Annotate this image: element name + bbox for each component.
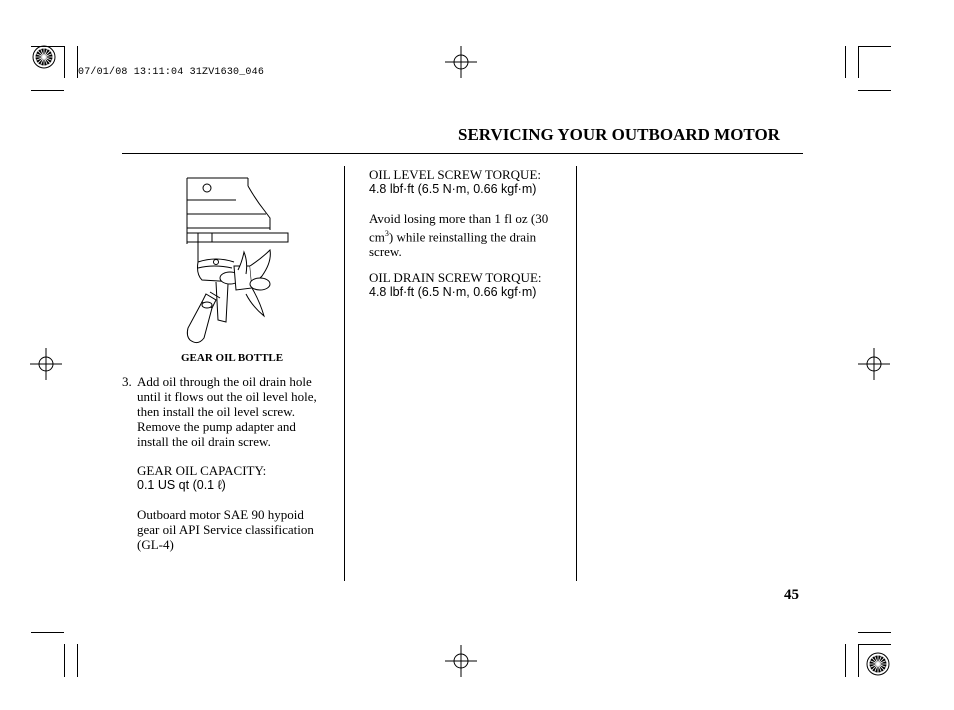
- column-divider: [344, 166, 345, 581]
- step-text: [137, 374, 341, 449]
- crop-mark: [858, 90, 891, 91]
- page-title: SERVICING YOUR OUTBOARD MOTOR: [458, 125, 780, 144]
- oil-spec-note: [137, 507, 337, 552]
- crop-mark: [858, 46, 891, 47]
- oil-drain-torque-value: 4.8 lbf·ft (6.5 N·m, 0.66 kgf·m): [369, 285, 537, 299]
- step-line: until it flows out the oil level hole,: [137, 389, 317, 404]
- page-number: 45: [784, 587, 799, 603]
- crop-mark: [31, 90, 64, 91]
- print-stamp: 07/01/08 13:11:04 31ZV1630_046: [78, 67, 265, 78]
- unit-text: cm: [369, 229, 385, 245]
- crop-mark: [64, 46, 65, 78]
- figure-caption: GEAR OIL BOTTLE: [181, 352, 284, 364]
- registration-starburst-icon: [32, 45, 56, 69]
- step-line: then install the oil level screw.: [137, 404, 295, 419]
- step-number: 3.: [122, 374, 132, 389]
- crop-mark: [64, 644, 65, 677]
- step-line: install the oil drain screw.: [137, 434, 271, 449]
- registration-starburst-icon: [866, 652, 890, 676]
- gear-oil-illustration: [176, 170, 294, 348]
- oil-level-torque-label: OIL LEVEL SCREW TORQUE:: [369, 167, 542, 182]
- caution-line: Avoid losing more than 1 fl oz (30: [369, 211, 549, 226]
- unit-superscript: 3: [384, 229, 389, 238]
- crop-mark: [845, 46, 846, 78]
- caution-text: ) while reinstalling the drain: [388, 229, 537, 245]
- registration-crosshair-icon: [30, 348, 62, 380]
- crop-mark: [31, 632, 64, 633]
- caution-line: screw.: [369, 244, 402, 260]
- header-rule: [122, 153, 803, 154]
- crop-mark: [77, 644, 78, 677]
- caution-line: [369, 226, 569, 244]
- gear-oil-capacity-value: 0.1 US qt (0.1 ℓ): [137, 478, 226, 492]
- crop-mark: [858, 644, 891, 645]
- crop-mark: [845, 644, 846, 677]
- crop-mark: [858, 632, 891, 633]
- registration-crosshair-icon: [445, 645, 477, 677]
- drain-caution-note: [369, 211, 569, 259]
- registration-crosshair-icon: [445, 46, 477, 78]
- oil-spec-line: gear oil API Service classification: [137, 522, 314, 537]
- column-divider: [576, 166, 577, 581]
- registration-crosshair-icon: [858, 348, 890, 380]
- oil-spec-line: (GL-4): [137, 537, 174, 552]
- oil-spec-line: Outboard motor SAE 90 hypoid: [137, 507, 304, 522]
- gear-oil-capacity-label: GEAR OIL CAPACITY:: [137, 463, 267, 478]
- crop-mark: [858, 644, 859, 677]
- oil-drain-torque-label: OIL DRAIN SCREW TORQUE:: [369, 270, 542, 285]
- step-line: Remove the pump adapter and: [137, 419, 296, 434]
- step-line: Add oil through the oil drain hole: [137, 374, 312, 389]
- oil-level-torque-value: 4.8 lbf·ft (6.5 N·m, 0.66 kgf·m): [369, 182, 537, 196]
- crop-mark: [858, 46, 859, 78]
